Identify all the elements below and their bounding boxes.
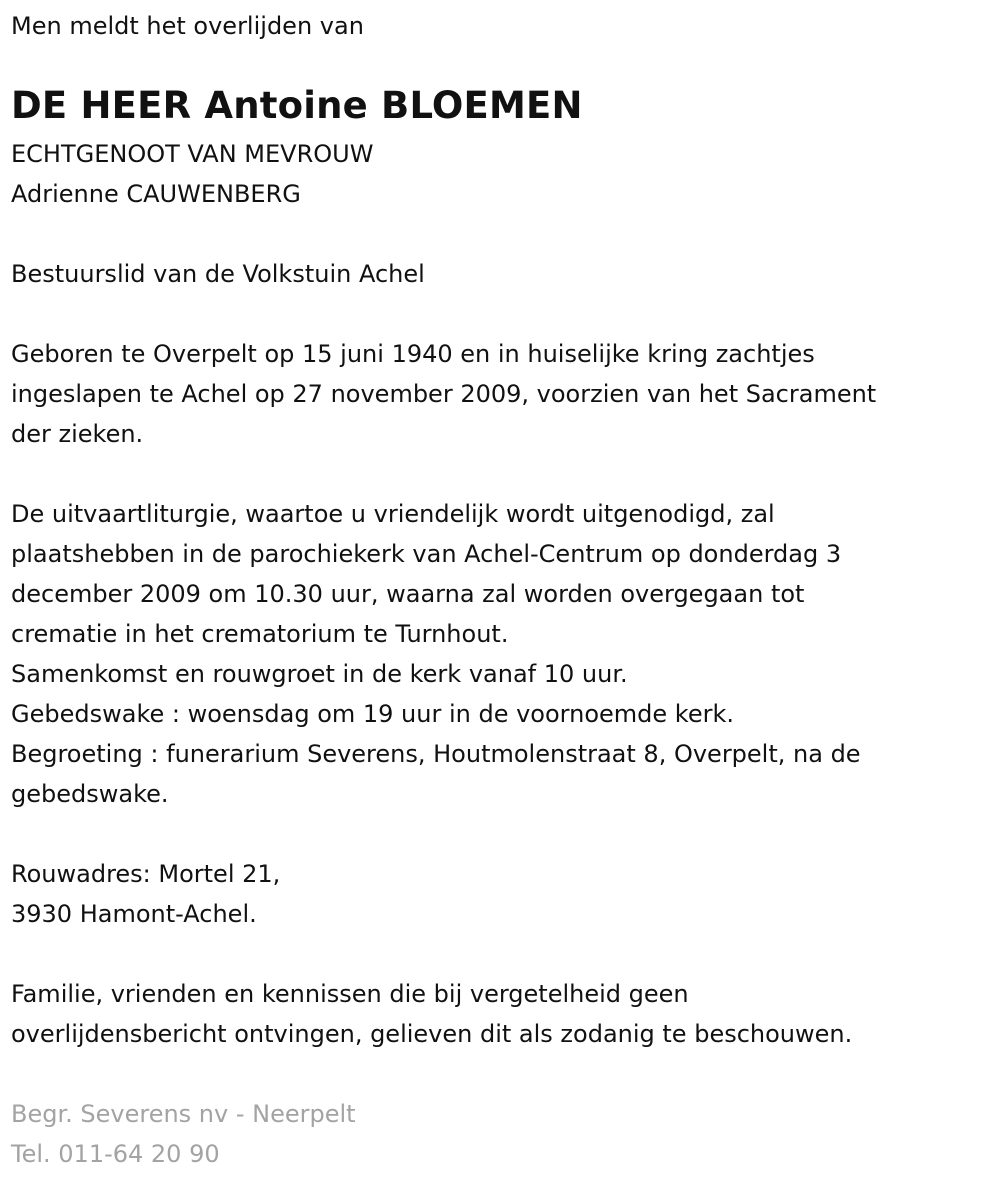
funeral-line: Samenkomst en rouwgroet in de kerk vanaf 10 uur.	[11, 660, 628, 688]
family-note-line: Familie, vrienden en kennissen die bij vergetelheid geen	[11, 980, 689, 1008]
funeral-block	[11, 494, 861, 814]
spouse-line: ECHTGENOOT VAN MEVROUW	[11, 140, 374, 168]
funeral-home-phone: Tel. 011-64 20 90	[11, 1140, 220, 1168]
funeral-home-name: Begr. Severens nv - Neerpelt	[11, 1100, 356, 1128]
birth-death-block	[11, 334, 876, 454]
funeral-line: De uitvaartliturgie, waartoe u vriendelijk wordt uitgenodigd, zal	[11, 500, 775, 528]
address-line: Rouwadres: Mortel 21,	[11, 860, 281, 888]
funeral-line: crematie in het crematorium te Turnhout.	[11, 620, 509, 648]
family-note-line: overlijdensbericht ontvingen, gelieven dit als zodanig te beschouwen.	[11, 1020, 853, 1048]
role-block	[11, 254, 425, 294]
funeral-line: gebedswake.	[11, 780, 169, 808]
spouse-block	[11, 134, 373, 214]
funeral-line: plaatshebben in de parochiekerk van Achel-Centrum op donderdag 3	[11, 540, 842, 568]
birth-death-line: Geboren te Overpelt op 15 juni 1940 en in huiselijke kring zachtjes	[11, 340, 815, 368]
funeral-line: Gebedswake : woensdag om 19 uur in de voornoemde kerk.	[11, 700, 734, 728]
deceased-name: DE HEER Antoine BLOEMEN	[11, 84, 583, 127]
spouse-name: Adrienne CAUWENBERG	[11, 180, 301, 208]
funeral-line: december 2009 om 10.30 uur, waarna zal worden overgegaan tot	[11, 580, 805, 608]
mourning-address-block	[11, 854, 280, 934]
birth-death-line: ingeslapen te Achel op 27 november 2009, voorzien van het Sacrament	[11, 380, 877, 408]
intro-text: Men meldt het overlijden van	[11, 12, 364, 40]
funeral-line: Begroeting : funerarium Severens, Houtmolenstraat 8, Overpelt, na de	[11, 740, 861, 768]
birth-death-line: der zieken.	[11, 420, 144, 448]
role-text: Bestuurslid van de Volkstuin Achel	[11, 260, 425, 288]
funeral-home-footer	[11, 1094, 356, 1174]
family-note-block	[11, 974, 852, 1054]
address-line: 3930 Hamont-Achel.	[11, 900, 257, 928]
